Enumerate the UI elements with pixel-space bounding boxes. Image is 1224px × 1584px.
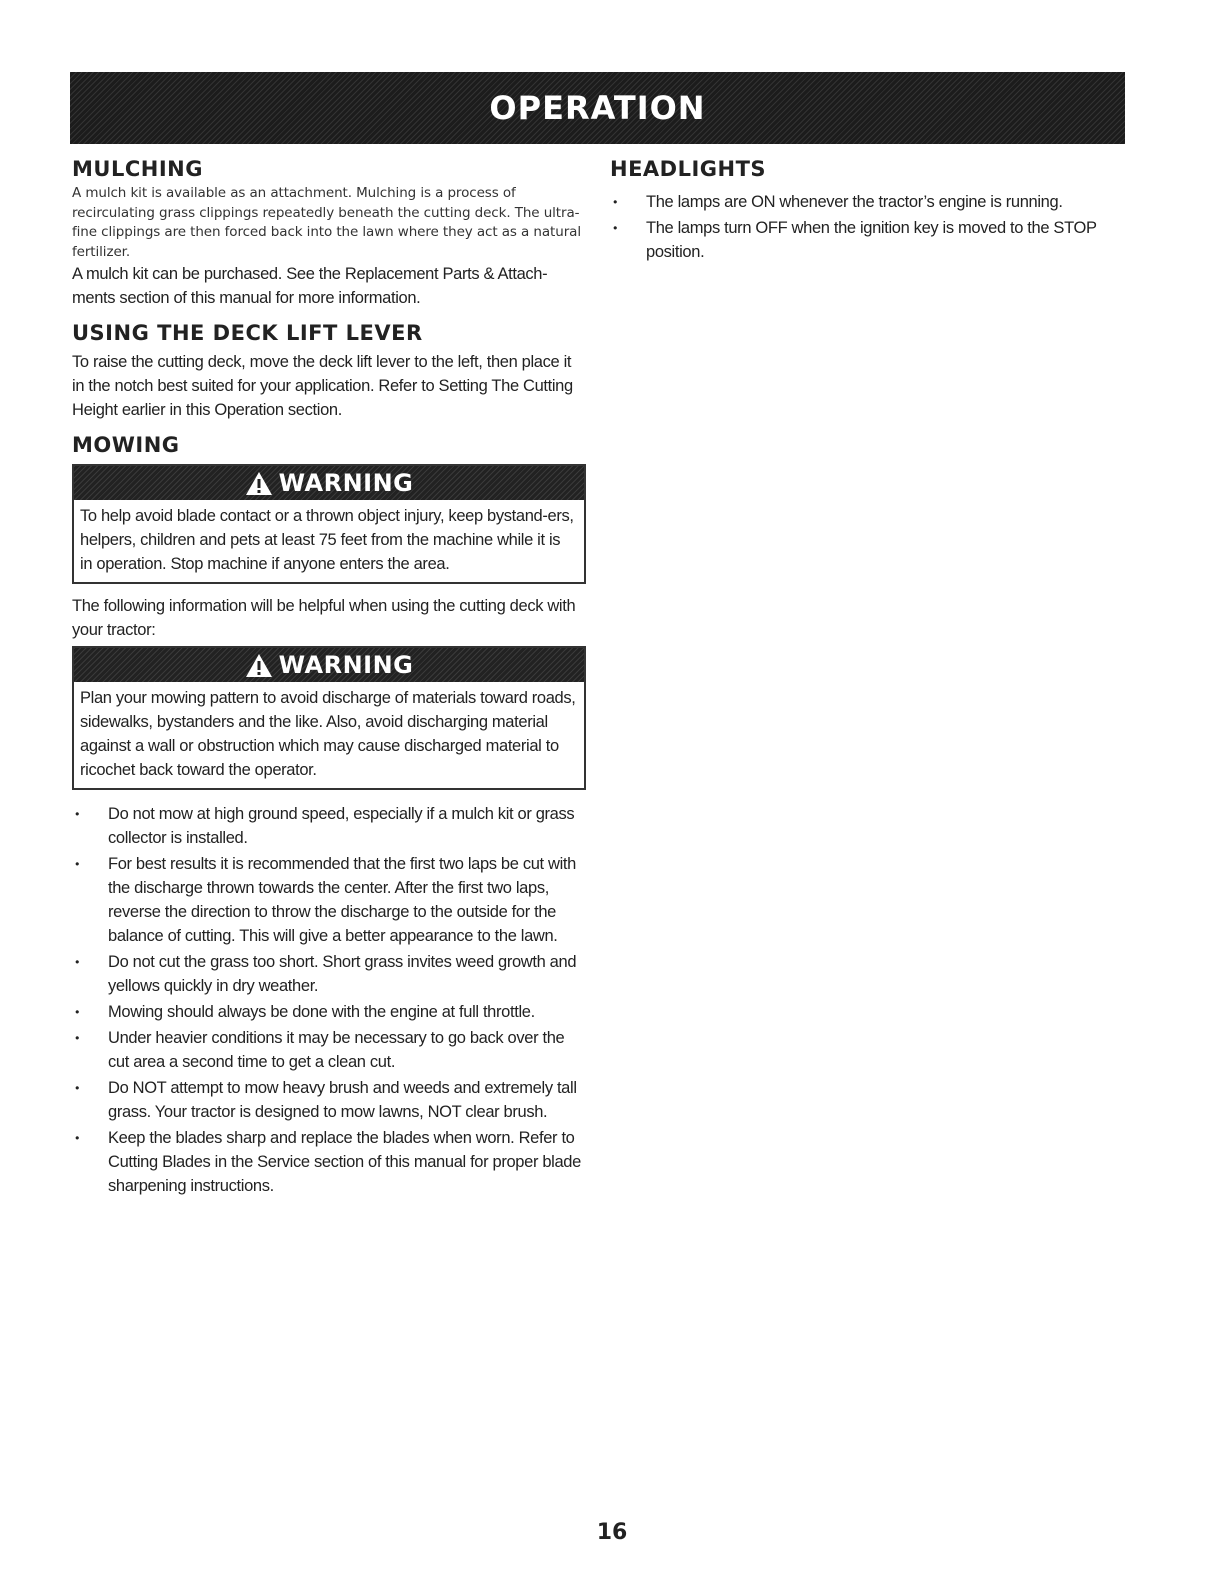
list-item: • Do not cut the grass too short. Short grass invites weed growth and yellows quickly in dry weather. <box>72 950 586 998</box>
list-item: • For best results it is recommended that the first two laps be cut with the discharge thrown towards the center. After the first two laps, reverse the direction to throw the discharge to the outside for the balance of cutting. This will give a better appearance to the lawn. <box>72 852 586 948</box>
bullet-dot-icon: • <box>75 1005 79 1019</box>
warning-title-1: WARNING <box>278 469 414 497</box>
warning-header-2 <box>74 648 584 682</box>
warning-box-1 <box>72 464 586 584</box>
right-column <box>610 156 1130 266</box>
mowing-bullet-list <box>72 802 586 1198</box>
deck-lift-heading: USING THE DECK LIFT LEVER <box>72 321 423 345</box>
bullet-dot-icon: • <box>613 221 617 235</box>
mowing-heading: MOWING <box>72 433 180 457</box>
deck-lift-text: To raise the cutting deck, move the deck lift lever to the left, then place it in the notch best suited for your application. Refer to Setting The Cutting Height earlier in this Operation section. <box>72 353 573 419</box>
warning-header-1 <box>74 466 584 500</box>
page-number: 16 <box>596 1520 628 1545</box>
section-title: OPERATION <box>489 89 706 127</box>
mulching-intro: A mulch kit is available as an attachment. Mulching is a process of recirculating grass clippings repeatedly beneath the cutting deck. The ultra-fine clippings are then forced back into the lawn where they act as a natural fertilizer. <box>72 185 581 260</box>
headlights-bullet-list <box>610 190 1130 264</box>
list-item: • Mowing should always be done with the engine at full throttle. <box>72 1000 586 1024</box>
list-item: • Do NOT attempt to mow heavy brush and weeds and extremely tall grass. Your tractor is designed to mow lawns, NOT clear brush. <box>72 1076 586 1124</box>
headlights-heading: HEADLIGHTS <box>610 157 767 181</box>
list-item: • The lamps turn OFF when the ignition key is moved to the STOP position. <box>610 216 1130 264</box>
mulching-purchase: A mulch kit can be purchased. See the Replacement Parts & Attach-ments section of this manual for more information. <box>72 265 548 307</box>
warning-text-2: Plan your mowing pattern to avoid discharge of materials toward roads, sidewalks, bystanders and the like. Also, avoid discharging material against a wall or obstruction which may cause discharged material to ricochet back toward the operator. <box>80 689 576 779</box>
warning-triangle-icon <box>245 653 273 678</box>
list-item: • The lamps are ON whenever the tractor’s engine is running. <box>610 190 1130 214</box>
warning-title-2: WARNING <box>278 651 414 679</box>
warning-text-1: To help avoid blade contact or a thrown object injury, keep bystand-ers, helpers, children and pets at least 75 feet from the machine while it is in operation. Stop machine if anyone enters the area. <box>80 507 574 573</box>
bullet-dot-icon: • <box>75 955 79 969</box>
list-item: • Do not mow at high ground speed, especially if a mulch kit or grass collector is installed. <box>72 802 586 850</box>
bullet-dot-icon: • <box>75 857 79 871</box>
warning-box-2 <box>72 646 586 790</box>
warning-triangle-icon <box>245 471 273 496</box>
mulching-heading: MULCHING <box>72 157 203 181</box>
bullet-dot-icon: • <box>613 195 617 209</box>
list-item: • Under heavier conditions it may be necessary to go back over the cut area a second time to get a clean cut. <box>72 1026 586 1074</box>
bullet-dot-icon: • <box>75 1131 79 1145</box>
mowing-intro: The following information will be helpful when using the cutting deck with your tractor: <box>72 597 576 639</box>
left-column <box>72 156 586 1200</box>
bullet-dot-icon: • <box>75 1031 79 1045</box>
section-banner <box>70 72 1125 144</box>
list-item: • Keep the blades sharp and replace the blades when worn. Refer to Cutting Blades in the Service section of this manual for proper blade sharpening instructions. <box>72 1126 586 1198</box>
bullet-dot-icon: • <box>75 1081 79 1095</box>
bullet-dot-icon: • <box>75 807 79 821</box>
